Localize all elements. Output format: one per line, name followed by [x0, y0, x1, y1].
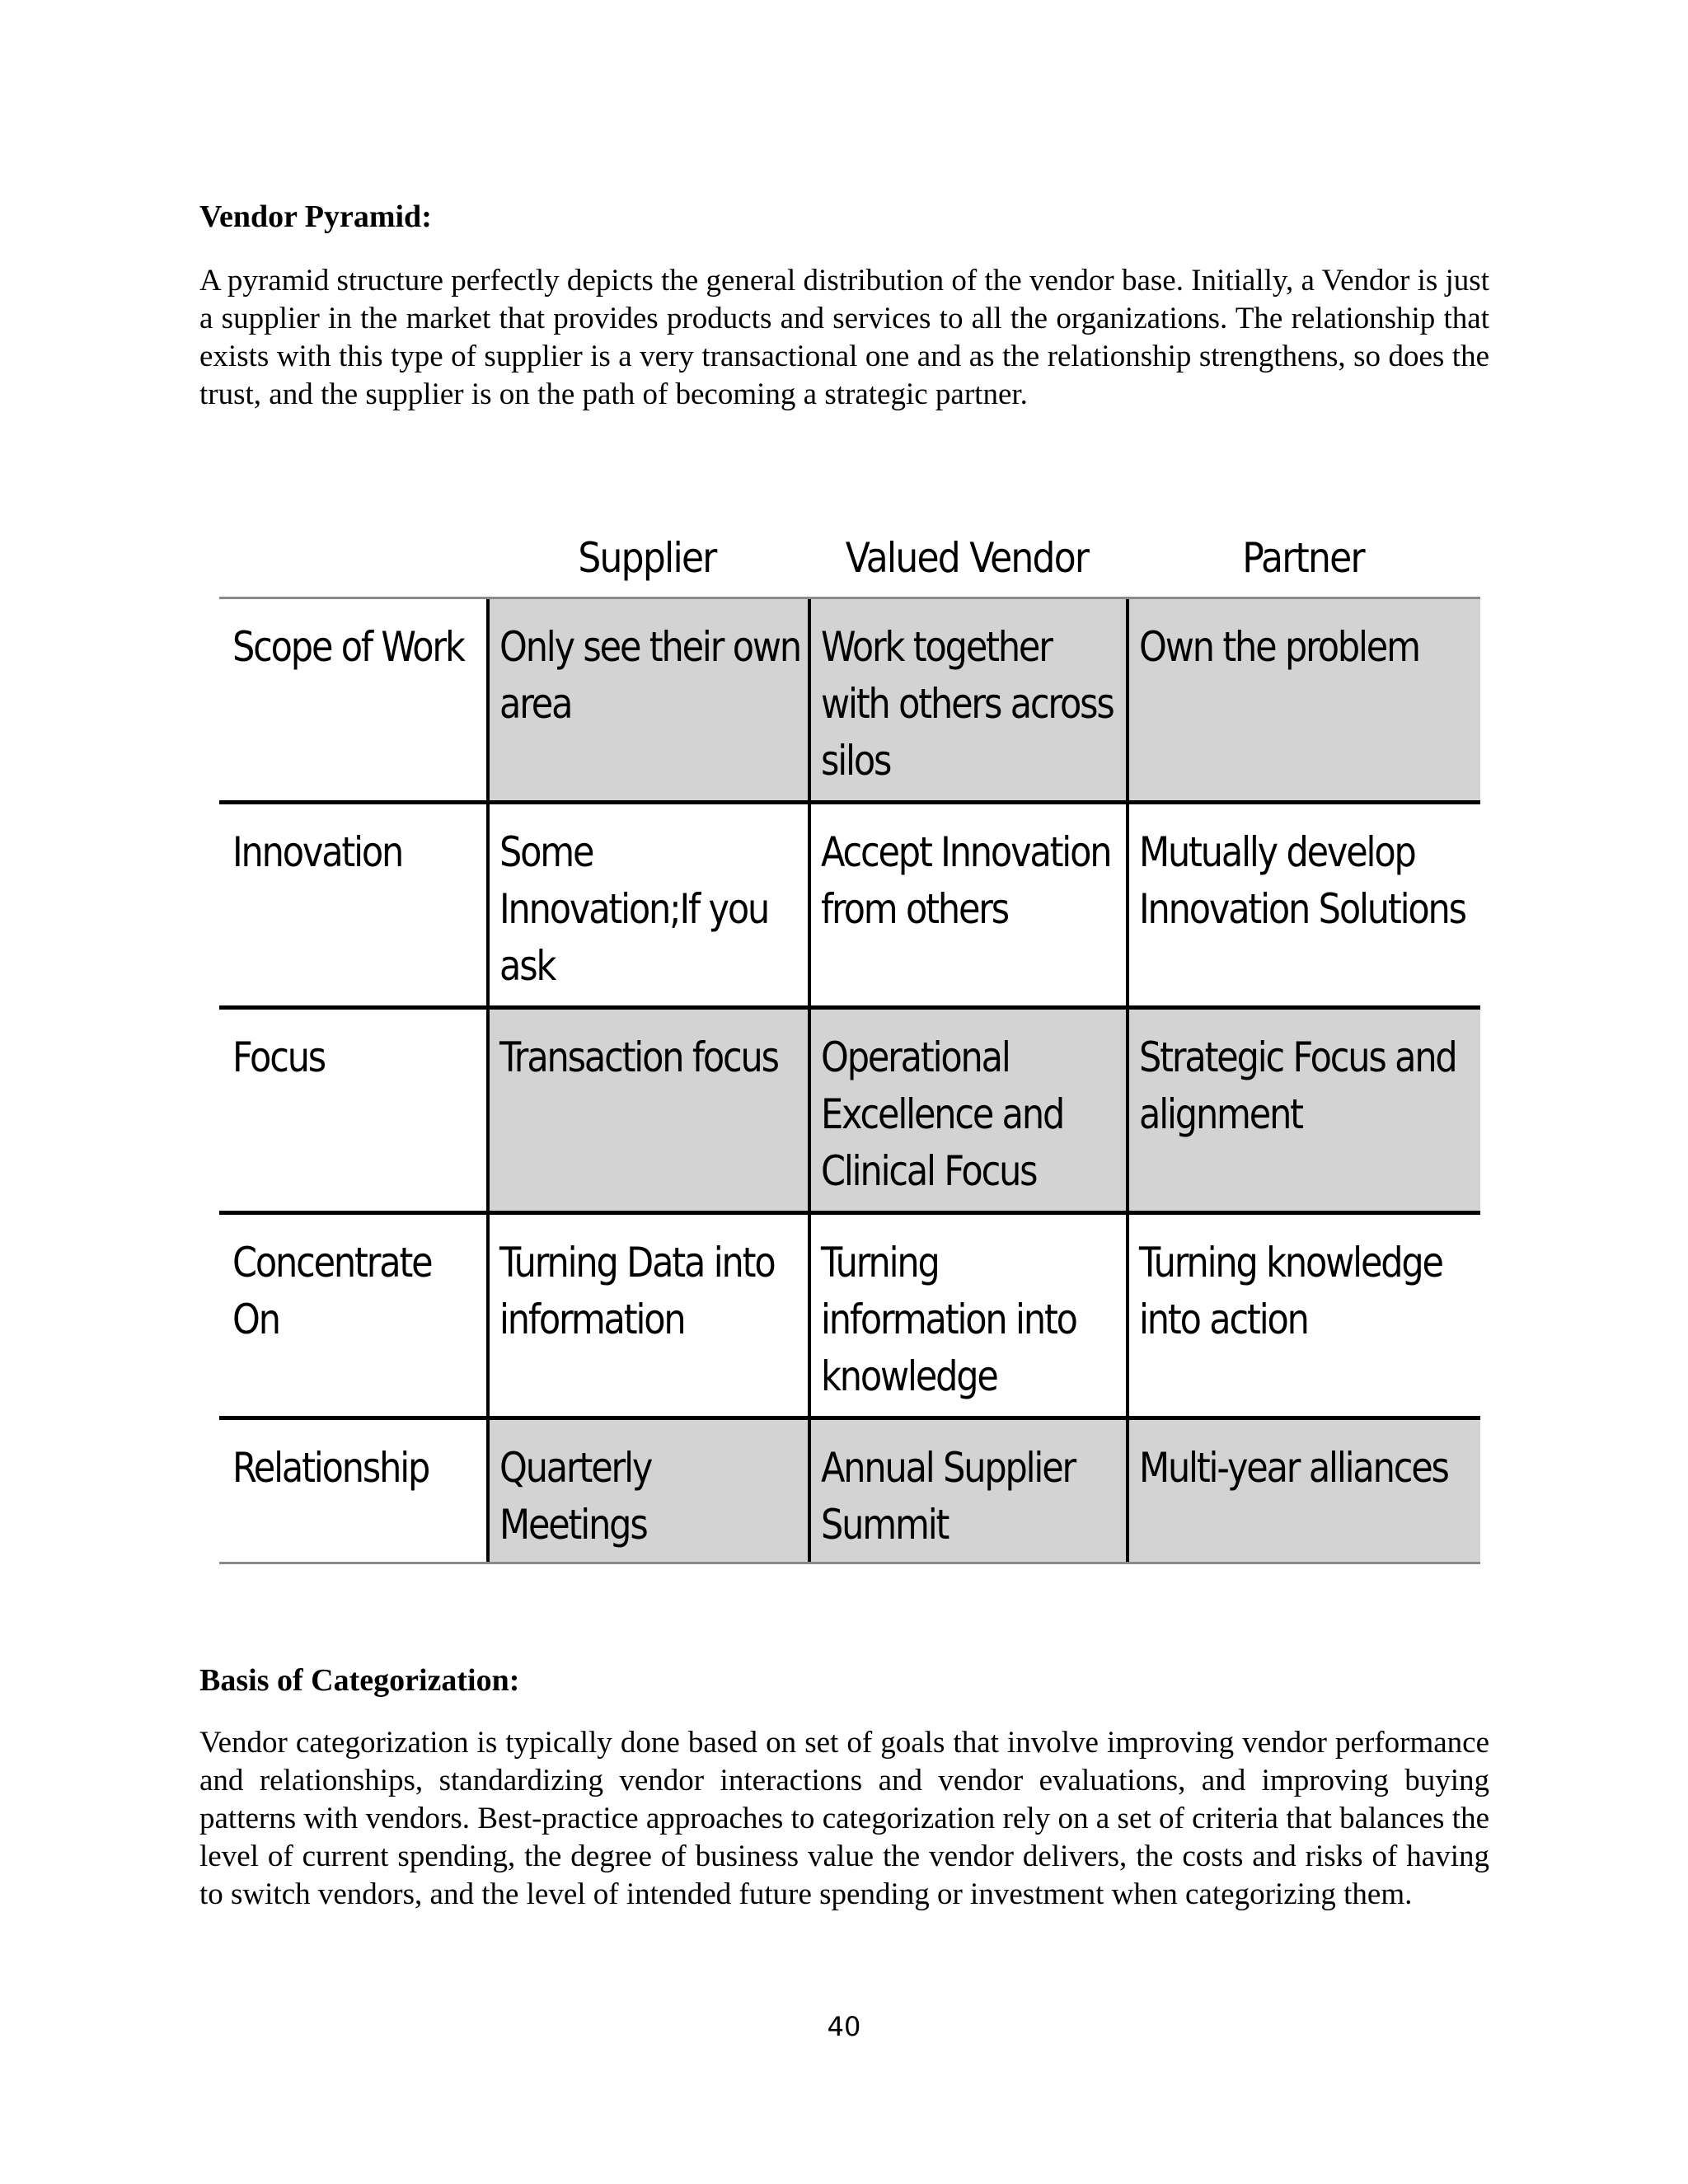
row-label-line: On — [232, 1296, 279, 1343]
cell-line: Innovation Solutions — [1139, 885, 1465, 933]
cell-line: Summit — [821, 1501, 949, 1549]
cell-line: Multi-year alliances — [1139, 1444, 1448, 1492]
cell-line: ask — [499, 942, 556, 990]
table-row-innovation — [219, 800, 1480, 1005]
cell-line: with others across — [821, 680, 1114, 728]
cell-line: silos — [821, 737, 891, 785]
row-label — [219, 599, 486, 800]
vendor-pyramid-heading: Vendor Pyramid: — [199, 199, 432, 234]
cell-line: information into — [821, 1296, 1076, 1343]
row-label-line: Relationship — [232, 1444, 429, 1492]
cell-line: Some — [499, 828, 593, 876]
table-row-scope-of-work — [219, 599, 1480, 800]
valued-vendor-cell — [808, 599, 1126, 800]
column-header-valued-vendor: Valued Vendor — [845, 534, 1089, 582]
cell-line: Accept Innovation — [821, 828, 1111, 876]
cell-line: Excellence and — [821, 1090, 1064, 1138]
row-label — [219, 1420, 486, 1562]
cell-line: area — [499, 680, 572, 728]
table-row-relationship — [219, 1416, 1480, 1562]
supplier-cell — [486, 1420, 808, 1562]
valued-vendor-cell — [808, 1420, 1126, 1562]
cell-line: Annual Supplier — [821, 1444, 1076, 1492]
cell-line: knowledge — [821, 1352, 997, 1400]
cell-line: Only see their own — [499, 623, 801, 671]
cell-line: Meetings — [499, 1501, 647, 1549]
supplier-cell — [486, 599, 808, 800]
valued-vendor-cell — [808, 1010, 1126, 1211]
cell-line: Innovation;If you — [499, 885, 769, 933]
row-label-line: Focus — [232, 1033, 326, 1081]
column-header-partner: Partner — [1242, 534, 1364, 582]
partner-cell — [1126, 1215, 1480, 1416]
valued-vendor-cell — [808, 1215, 1126, 1416]
basis-of-categorization-paragraph: Vendor categorization is typically done based on set of goals that involve improving vendor performance and relationships, standardizing vendor interactions and vendor evaluations, and improving buying patterns with vendors. Best-practice approaches to categorization rely on a set of criteria that balances the level of current spending, the degree of business value the vendor delivers, the costs and risks of having to switch vendors, and the level of intended future spending or investment when categorizing them. — [199, 1726, 1489, 1911]
column-header-supplier: Supplier — [578, 534, 716, 582]
cell-line: Turning knowledge — [1139, 1239, 1442, 1286]
partner-cell — [1126, 599, 1480, 800]
partner-cell — [1126, 1010, 1480, 1211]
row-label-line: Concentrate — [232, 1239, 432, 1286]
cell-line: into action — [1139, 1296, 1308, 1343]
row-label-line: Innovation — [232, 828, 403, 876]
cell-line: from others — [821, 885, 1009, 933]
cell-line: Strategic Focus and — [1139, 1033, 1456, 1081]
vendor-comparison-table — [219, 519, 1480, 1564]
supplier-cell — [486, 1215, 808, 1416]
cell-line: Own the problem — [1139, 623, 1419, 671]
table-column-headers — [219, 519, 1480, 597]
page-number: 40 — [827, 2011, 861, 2042]
table-row-focus — [219, 1005, 1480, 1211]
cell-line: Turning Data into — [499, 1239, 775, 1286]
partner-cell — [1126, 1420, 1480, 1562]
cell-line: Operational — [821, 1033, 1010, 1081]
row-label-line: Scope of Work — [232, 623, 464, 671]
row-label — [219, 1215, 486, 1416]
cell-line: alignment — [1139, 1090, 1302, 1138]
basis-of-categorization-heading: Basis of Categorization: — [199, 1663, 520, 1698]
table-body — [219, 597, 1480, 1564]
vendor-pyramid-paragraph: A pyramid structure perfectly depicts the general distribution of the vendor base. Initially, a Vendor is just a supplier in the market that provides products and services to all the organizations. The relationship that exists with this type of supplier is a very transactional one and as the relationship strengthens, so does the trust, and the supplier is on the path of becoming a strategic partner. — [199, 264, 1489, 411]
cell-line: Work together — [821, 623, 1052, 671]
supplier-cell — [486, 1010, 808, 1211]
cell-line: Turning — [821, 1239, 939, 1286]
valued-vendor-cell — [808, 804, 1126, 1005]
cell-line: Mutually develop — [1139, 828, 1415, 876]
supplier-cell — [486, 804, 808, 1005]
row-label — [219, 1010, 486, 1211]
row-label — [219, 804, 486, 1005]
cell-line: information — [499, 1296, 685, 1343]
cell-line: Transaction focus — [499, 1033, 778, 1081]
cell-line: Quarterly — [499, 1444, 652, 1492]
partner-cell — [1126, 804, 1480, 1005]
cell-line: Clinical Focus — [821, 1147, 1037, 1195]
table-row-concentrate-on — [219, 1211, 1480, 1416]
